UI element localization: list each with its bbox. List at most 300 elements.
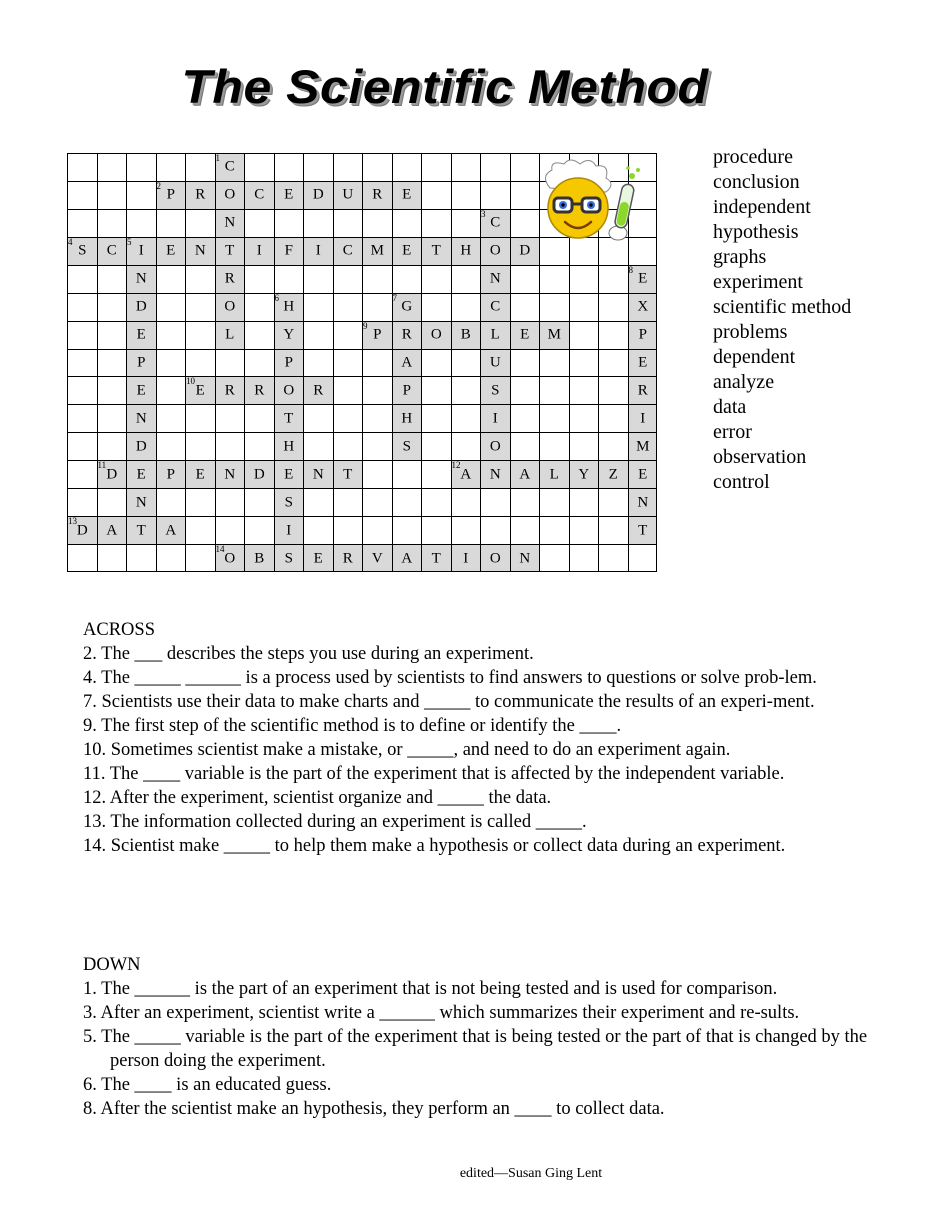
- grid-cell: [539, 349, 569, 377]
- grid-cell: [333, 376, 363, 404]
- cell-letter: P: [638, 326, 647, 343]
- clue-number: 11: [97, 460, 107, 471]
- cell-letter: T: [431, 550, 441, 567]
- grid-cell: [451, 209, 481, 237]
- cell-letter: O: [224, 550, 236, 567]
- grid-cell: [215, 321, 245, 349]
- grid-cell: [333, 516, 363, 544]
- cell-letter: E: [136, 326, 146, 343]
- grid-cell: [569, 488, 599, 516]
- cell-letter: I: [256, 242, 262, 259]
- grid-cell: [421, 181, 451, 209]
- grid-cell: [598, 432, 628, 460]
- cell-letter: H: [283, 298, 295, 315]
- grid-cell: [156, 237, 186, 265]
- grid-cell: [421, 404, 451, 432]
- cell-letter: A: [519, 466, 531, 483]
- grid-cell: [451, 460, 481, 488]
- grid-cell: [126, 516, 156, 544]
- grid-cell: [510, 544, 540, 572]
- grid-cell: [598, 460, 628, 488]
- grid-cell: [510, 349, 540, 377]
- grid-cell: [97, 544, 127, 572]
- grid-cell: [97, 376, 127, 404]
- cell-letter: R: [342, 550, 353, 567]
- word-bank-item: observation: [713, 446, 807, 468]
- grid-cell: [274, 209, 304, 237]
- grid-cell: [244, 265, 274, 293]
- grid-cell: [156, 181, 186, 209]
- grid-cell: [362, 460, 392, 488]
- grid-cell: [392, 181, 422, 209]
- word-bank-item: control: [713, 471, 770, 493]
- cell-letter: E: [195, 466, 205, 483]
- cell-letter: O: [489, 438, 501, 455]
- grid-cell: [333, 460, 363, 488]
- grid-cell: [67, 265, 97, 293]
- grid-cell: [274, 516, 304, 544]
- grid-cell: [392, 544, 422, 572]
- grid-cell: [185, 460, 215, 488]
- grid-cell: [126, 404, 156, 432]
- grid-cell: [303, 404, 333, 432]
- grid-cell: [421, 432, 451, 460]
- cell-letter: S: [284, 550, 293, 567]
- grid-cell: [333, 432, 363, 460]
- cell-letter: H: [283, 438, 295, 455]
- grid-cell: [97, 293, 127, 321]
- grid-cell: [569, 265, 599, 293]
- grid-cell: [67, 293, 97, 321]
- cell-letter: D: [312, 186, 324, 203]
- grid-cell: [333, 293, 363, 321]
- word-bank-item: hypothesis: [713, 221, 799, 243]
- word-bank-item: scientific method: [713, 296, 852, 318]
- grid-cell: [510, 376, 540, 404]
- grid-cell: [185, 488, 215, 516]
- cell-letter: R: [254, 382, 265, 399]
- grid-cell: [333, 153, 363, 181]
- cell-letter: E: [136, 382, 146, 399]
- grid-cell: [156, 265, 186, 293]
- grid-cell: [392, 432, 422, 460]
- grid-cell: [156, 544, 186, 572]
- grid-cell: [215, 209, 245, 237]
- grid-cell: [67, 237, 97, 265]
- grid-cell: [67, 460, 97, 488]
- grid-cell: [480, 516, 510, 544]
- grid-cell: [510, 321, 540, 349]
- grid-cell: [569, 460, 599, 488]
- grid-cell: [362, 153, 392, 181]
- word-bank-item: experiment: [713, 271, 803, 293]
- cell-letter: P: [402, 382, 411, 399]
- clue-number: 8: [628, 264, 633, 275]
- cell-letter: A: [401, 550, 413, 567]
- grid-cell: [67, 376, 97, 404]
- grid-cell: [598, 293, 628, 321]
- cell-letter: T: [136, 522, 146, 539]
- grid-cell: [97, 265, 127, 293]
- grid-cell: [303, 265, 333, 293]
- grid-cell: [539, 432, 569, 460]
- cell-letter: I: [286, 522, 292, 539]
- grid-cell: [244, 404, 274, 432]
- cell-letter: D: [253, 466, 265, 483]
- grid-cell: [362, 181, 392, 209]
- grid-cell: [480, 460, 510, 488]
- cell-letter: R: [637, 382, 648, 399]
- grid-cell: [362, 376, 392, 404]
- grid-cell: [362, 404, 392, 432]
- grid-cell: [451, 349, 481, 377]
- grid-cell: [67, 516, 97, 544]
- cell-letter: E: [638, 466, 648, 483]
- cell-letter: P: [166, 466, 175, 483]
- grid-cell: [362, 209, 392, 237]
- cell-letter: C: [224, 158, 235, 175]
- cell-letter: E: [284, 466, 294, 483]
- word-bank-item: problems: [713, 321, 788, 343]
- scientist-mascot-icon: [532, 158, 647, 253]
- grid-cell: [215, 516, 245, 544]
- grid-cell: [628, 516, 658, 544]
- grid-cell: [392, 209, 422, 237]
- grid-cell: [569, 432, 599, 460]
- grid-cell: [539, 265, 569, 293]
- cell-letter: E: [195, 382, 205, 399]
- clue-number: 4: [68, 236, 73, 247]
- across-heading: ACROSS: [83, 620, 155, 640]
- grid-cell: [362, 321, 392, 349]
- grid-cell: [156, 516, 186, 544]
- grid-cell: [303, 544, 333, 572]
- grid-cell: [392, 516, 422, 544]
- grid-cell: [362, 237, 392, 265]
- cell-letter: X: [637, 298, 649, 315]
- grid-cell: [421, 488, 451, 516]
- grid-cell: [480, 432, 510, 460]
- grid-cell: [598, 404, 628, 432]
- grid-cell: [421, 349, 451, 377]
- grid-cell: [539, 404, 569, 432]
- grid-cell: [97, 404, 127, 432]
- grid-cell: [185, 404, 215, 432]
- cell-letter: P: [284, 354, 293, 371]
- grid-cell: [333, 349, 363, 377]
- cell-letter: M: [370, 242, 384, 259]
- cell-letter: G: [401, 298, 413, 315]
- grid-cell: [451, 181, 481, 209]
- across-clue: 4. The _____ ______ is a process used by scientists to find answers to questions or solve prob-lem.: [83, 668, 817, 688]
- grid-cell: [392, 404, 422, 432]
- clue-number: 6: [274, 292, 279, 303]
- across-clue: 14. Scientist make _____ to help them make a hypothesis or collect data during an experiment.: [83, 836, 786, 856]
- grid-cell: [510, 488, 540, 516]
- cell-letter: S: [491, 382, 500, 399]
- grid-cell: [480, 321, 510, 349]
- grid-cell: [451, 265, 481, 293]
- across-clue: 13. The information collected during an experiment is called _____.: [83, 812, 587, 832]
- grid-cell: [628, 544, 658, 572]
- grid-cell: [244, 376, 274, 404]
- down-clue: 5. The _____ variable is the part of the experiment that is being tested or the part of that is changed by the person doing the experiment.: [83, 1027, 868, 1071]
- grid-cell: [392, 293, 422, 321]
- grid-cell: [451, 237, 481, 265]
- word-bank-item: data: [713, 396, 747, 418]
- down-clue: 3. After an experiment, scientist write a ______ which summarizes their experiment and re-sults.: [83, 1003, 800, 1023]
- clue-number: 5: [127, 236, 132, 247]
- grid-cell: [569, 349, 599, 377]
- cell-letter: V: [371, 550, 383, 567]
- grid-cell: [628, 293, 658, 321]
- word-bank-item: conclusion: [713, 171, 800, 193]
- word-bank-item: procedure: [713, 146, 793, 168]
- cell-letter: R: [401, 326, 412, 343]
- grid-cell: [333, 488, 363, 516]
- grid-cell: [480, 488, 510, 516]
- grid-cell: [156, 376, 186, 404]
- grid-cell: [156, 349, 186, 377]
- grid-cell: [274, 432, 304, 460]
- grid-cell: [185, 293, 215, 321]
- cell-letter: B: [254, 550, 265, 567]
- cell-letter: I: [138, 242, 144, 259]
- grid-cell: [539, 376, 569, 404]
- grid-cell: [480, 349, 510, 377]
- cell-letter: C: [254, 186, 265, 203]
- cell-letter: A: [106, 522, 118, 539]
- grid-cell: [421, 293, 451, 321]
- cell-letter: M: [547, 326, 561, 343]
- grid-cell: [126, 209, 156, 237]
- grid-cell: [392, 376, 422, 404]
- grid-cell: [598, 321, 628, 349]
- grid-cell: [126, 321, 156, 349]
- grid-cell: [215, 153, 245, 181]
- grid-cell: [244, 432, 274, 460]
- grid-cell: [451, 321, 481, 349]
- grid-cell: [126, 376, 156, 404]
- cell-letter: U: [489, 354, 501, 371]
- cell-letter: H: [460, 242, 472, 259]
- grid-cell: [569, 404, 599, 432]
- grid-cell: [97, 237, 127, 265]
- grid-cell: [215, 265, 245, 293]
- grid-cell: [480, 265, 510, 293]
- cell-letter: L: [490, 326, 500, 343]
- grid-cell: [215, 460, 245, 488]
- grid-cell: [97, 432, 127, 460]
- across-clues: [83, 618, 883, 858]
- grid-cell: [451, 153, 481, 181]
- grid-cell: [215, 404, 245, 432]
- grid-cell: [126, 265, 156, 293]
- grid-cell: [97, 209, 127, 237]
- grid-cell: [126, 432, 156, 460]
- grid-cell: [421, 460, 451, 488]
- grid-cell: [303, 153, 333, 181]
- grid-cell: [156, 460, 186, 488]
- grid-cell: [185, 153, 215, 181]
- grid-cell: [67, 349, 97, 377]
- grid-cell: [628, 376, 658, 404]
- grid-cell: [126, 349, 156, 377]
- cell-letter: D: [135, 298, 147, 315]
- cell-letter: I: [640, 410, 646, 427]
- cell-letter: D: [135, 438, 147, 455]
- cell-letter: D: [106, 466, 118, 483]
- cell-letter: R: [224, 382, 235, 399]
- grid-cell: [480, 153, 510, 181]
- cell-letter: R: [224, 270, 235, 287]
- word-bank-item: error: [713, 421, 752, 443]
- grid-cell: [628, 321, 658, 349]
- grid-cell: [451, 516, 481, 544]
- cell-letter: B: [460, 326, 471, 343]
- cell-letter: C: [342, 242, 353, 259]
- grid-cell: [451, 293, 481, 321]
- cell-letter: N: [194, 242, 206, 259]
- grid-cell: [215, 544, 245, 572]
- grid-cell: [274, 404, 304, 432]
- grid-cell: [510, 293, 540, 321]
- cell-letter: E: [520, 326, 530, 343]
- grid-cell: [598, 516, 628, 544]
- cell-letter: P: [166, 186, 175, 203]
- grid-cell: [451, 544, 481, 572]
- cell-letter: F: [284, 242, 293, 259]
- grid-cell: [244, 153, 274, 181]
- clue-number: 3: [481, 208, 486, 219]
- grid-cell: [67, 209, 97, 237]
- grid-cell: [421, 237, 451, 265]
- down-clue: 8. After the scientist make an hypothesis, they perform an ____ to collect data.: [83, 1099, 665, 1119]
- grid-cell: [333, 237, 363, 265]
- grid-cell: [215, 349, 245, 377]
- grid-cell: [185, 265, 215, 293]
- cell-letter: R: [313, 382, 324, 399]
- cell-letter: P: [373, 326, 382, 343]
- grid-cell: [303, 516, 333, 544]
- grid-cell: [274, 488, 304, 516]
- grid-cell: [421, 516, 451, 544]
- grid-cell: [244, 544, 274, 572]
- grid-cell: [185, 237, 215, 265]
- cell-letter: O: [430, 326, 442, 343]
- grid-cell: [97, 181, 127, 209]
- grid-cell: [539, 321, 569, 349]
- grid-cell: [451, 376, 481, 404]
- grid-cell: [126, 237, 156, 265]
- cell-letter: I: [492, 410, 498, 427]
- cell-letter: N: [135, 410, 147, 427]
- grid-cell: [244, 460, 274, 488]
- cell-letter: S: [284, 494, 293, 511]
- grid-cell: [539, 293, 569, 321]
- grid-cell: [333, 544, 363, 572]
- grid-cell: [569, 321, 599, 349]
- grid-cell: [333, 181, 363, 209]
- grid-cell: [274, 321, 304, 349]
- grid-cell: [303, 181, 333, 209]
- word-bank: [713, 145, 851, 495]
- grid-cell: [628, 488, 658, 516]
- grid-cell: [539, 544, 569, 572]
- clue-number: 14: [215, 544, 225, 555]
- grid-cell: [244, 237, 274, 265]
- grid-cell: [215, 293, 245, 321]
- grid-cell: [392, 321, 422, 349]
- grid-cell: [274, 293, 304, 321]
- cell-letter: N: [312, 466, 324, 483]
- grid-cell: [185, 181, 215, 209]
- grid-cell: [421, 209, 451, 237]
- grid-cell: [628, 460, 658, 488]
- grid-cell: [569, 293, 599, 321]
- cell-letter: L: [225, 326, 235, 343]
- cell-letter: T: [638, 522, 648, 539]
- grid-cell: [510, 265, 540, 293]
- across-clue: 10. Sometimes scientist make a mistake, or _____, and need to do an experiment again.: [83, 740, 731, 760]
- cell-letter: E: [638, 270, 648, 287]
- grid-cell: [510, 404, 540, 432]
- grid-cell: [215, 181, 245, 209]
- cell-letter: A: [165, 522, 177, 539]
- grid-cell: [274, 181, 304, 209]
- grid-cell: [569, 544, 599, 572]
- grid-cell: [303, 349, 333, 377]
- cell-letter: O: [224, 186, 236, 203]
- cell-letter: E: [136, 466, 146, 483]
- grid-cell: [303, 293, 333, 321]
- cell-letter: O: [489, 242, 501, 259]
- grid-cell: [185, 349, 215, 377]
- grid-cell: [126, 153, 156, 181]
- grid-cell: [67, 404, 97, 432]
- grid-cell: [185, 432, 215, 460]
- cell-letter: N: [224, 214, 236, 231]
- grid-cell: [539, 516, 569, 544]
- cell-letter: C: [490, 298, 501, 315]
- grid-cell: [392, 460, 422, 488]
- grid-cell: [156, 293, 186, 321]
- cell-letter: T: [225, 242, 235, 259]
- cell-letter: M: [636, 438, 650, 455]
- grid-cell: [598, 349, 628, 377]
- grid-cell: [362, 349, 392, 377]
- grid-cell: [185, 209, 215, 237]
- cell-letter: N: [637, 494, 649, 511]
- grid-cell: [156, 432, 186, 460]
- cell-letter: N: [135, 270, 147, 287]
- grid-cell: [451, 432, 481, 460]
- grid-cell: [303, 237, 333, 265]
- grid-cell: [244, 488, 274, 516]
- cell-letter: N: [489, 466, 501, 483]
- clue-number: 9: [363, 320, 368, 331]
- grid-cell: [480, 404, 510, 432]
- across-clue: 2. The ___ describes the steps you use during an experiment.: [83, 644, 534, 664]
- grid-cell: [303, 488, 333, 516]
- cell-letter: N: [224, 466, 236, 483]
- cell-letter: H: [401, 410, 413, 427]
- word-bank-item: independent: [713, 196, 811, 218]
- grid-cell: [126, 460, 156, 488]
- cell-letter: O: [283, 382, 295, 399]
- grid-cell: [480, 544, 510, 572]
- cell-letter: T: [431, 242, 441, 259]
